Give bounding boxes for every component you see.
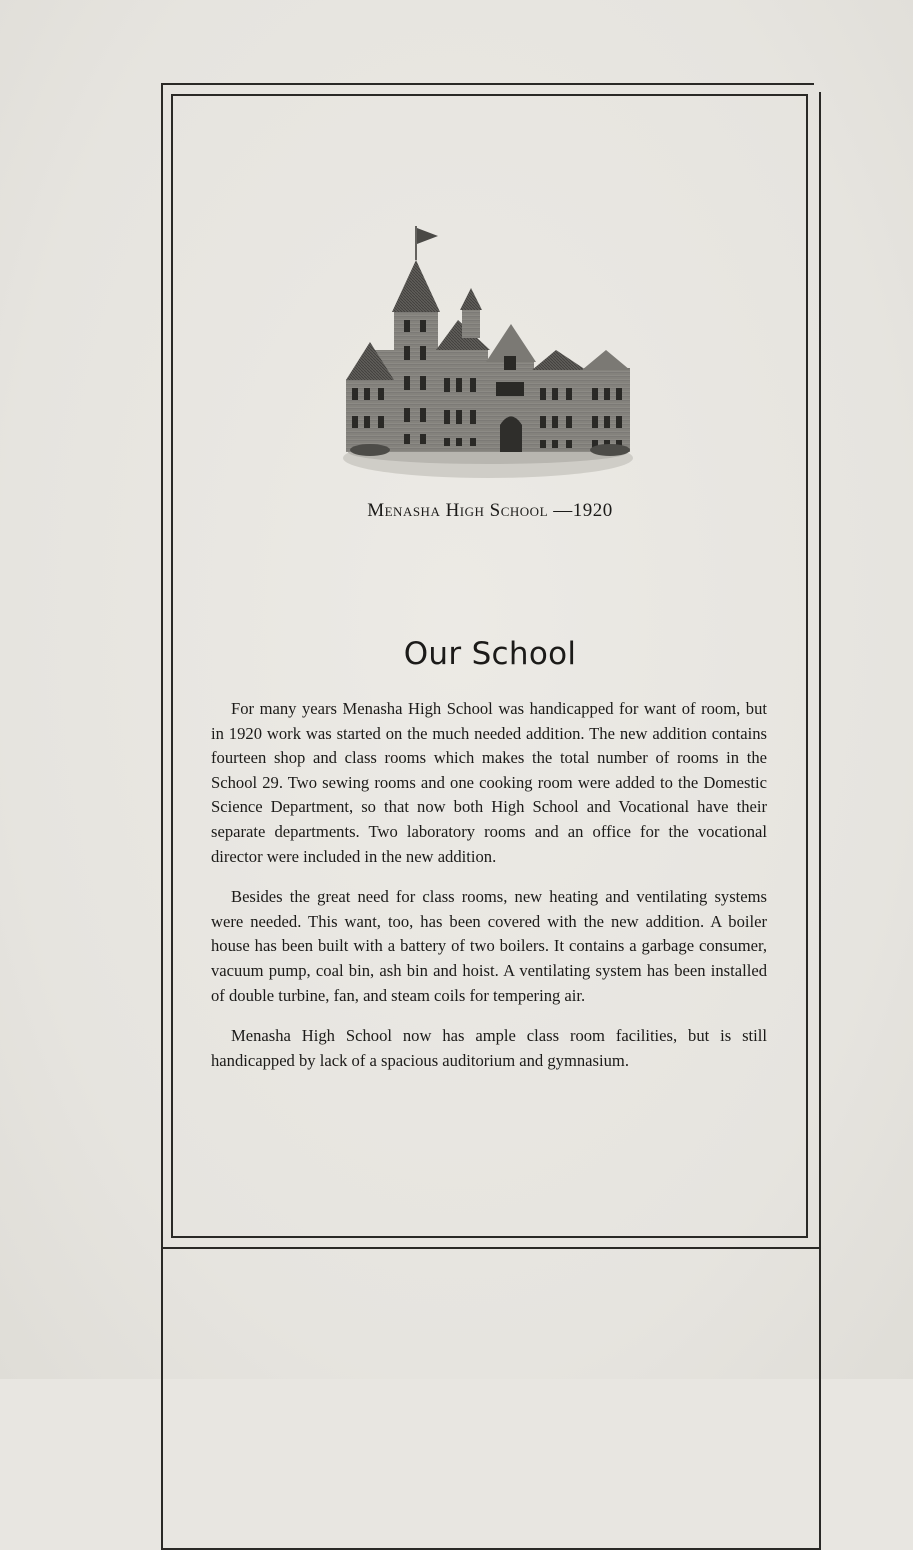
school-building-illustration	[340, 220, 636, 490]
article-body	[211, 697, 767, 1089]
illustration-caption: Menasha High School —1920	[367, 500, 613, 521]
paragraph: Besides the great need for class rooms, new heating and ventilating systems were needed. This want, too, has been covered with the new addition. A boiler house has been built with a battery of two boilers. It contains a garbage consumer, vacuum pump, coal bin, ash bin and hoist. A ventilating system has been installed of double turbine, fan, and steam coils for tempering air.	[211, 887, 767, 1005]
paragraph: For many years Menasha High School was handicapped for want of room, but in 1920 work was started on the much needed addition. The new addition contains fourteen shop and class rooms which makes the total number of rooms in the School 29. Two sewing rooms and one cooking room were added to the Domestic Science Department, so that now both High School and Vocational have their separate departments. Two laboratory rooms and an office for the vocational director were included in the new addition.	[211, 699, 767, 866]
paragraph: Menasha High School now has ample class room facilities, but is still handicapped by lack of a spacious auditorium and gymnasium.	[211, 1026, 767, 1070]
page-title: Our School	[403, 636, 577, 672]
